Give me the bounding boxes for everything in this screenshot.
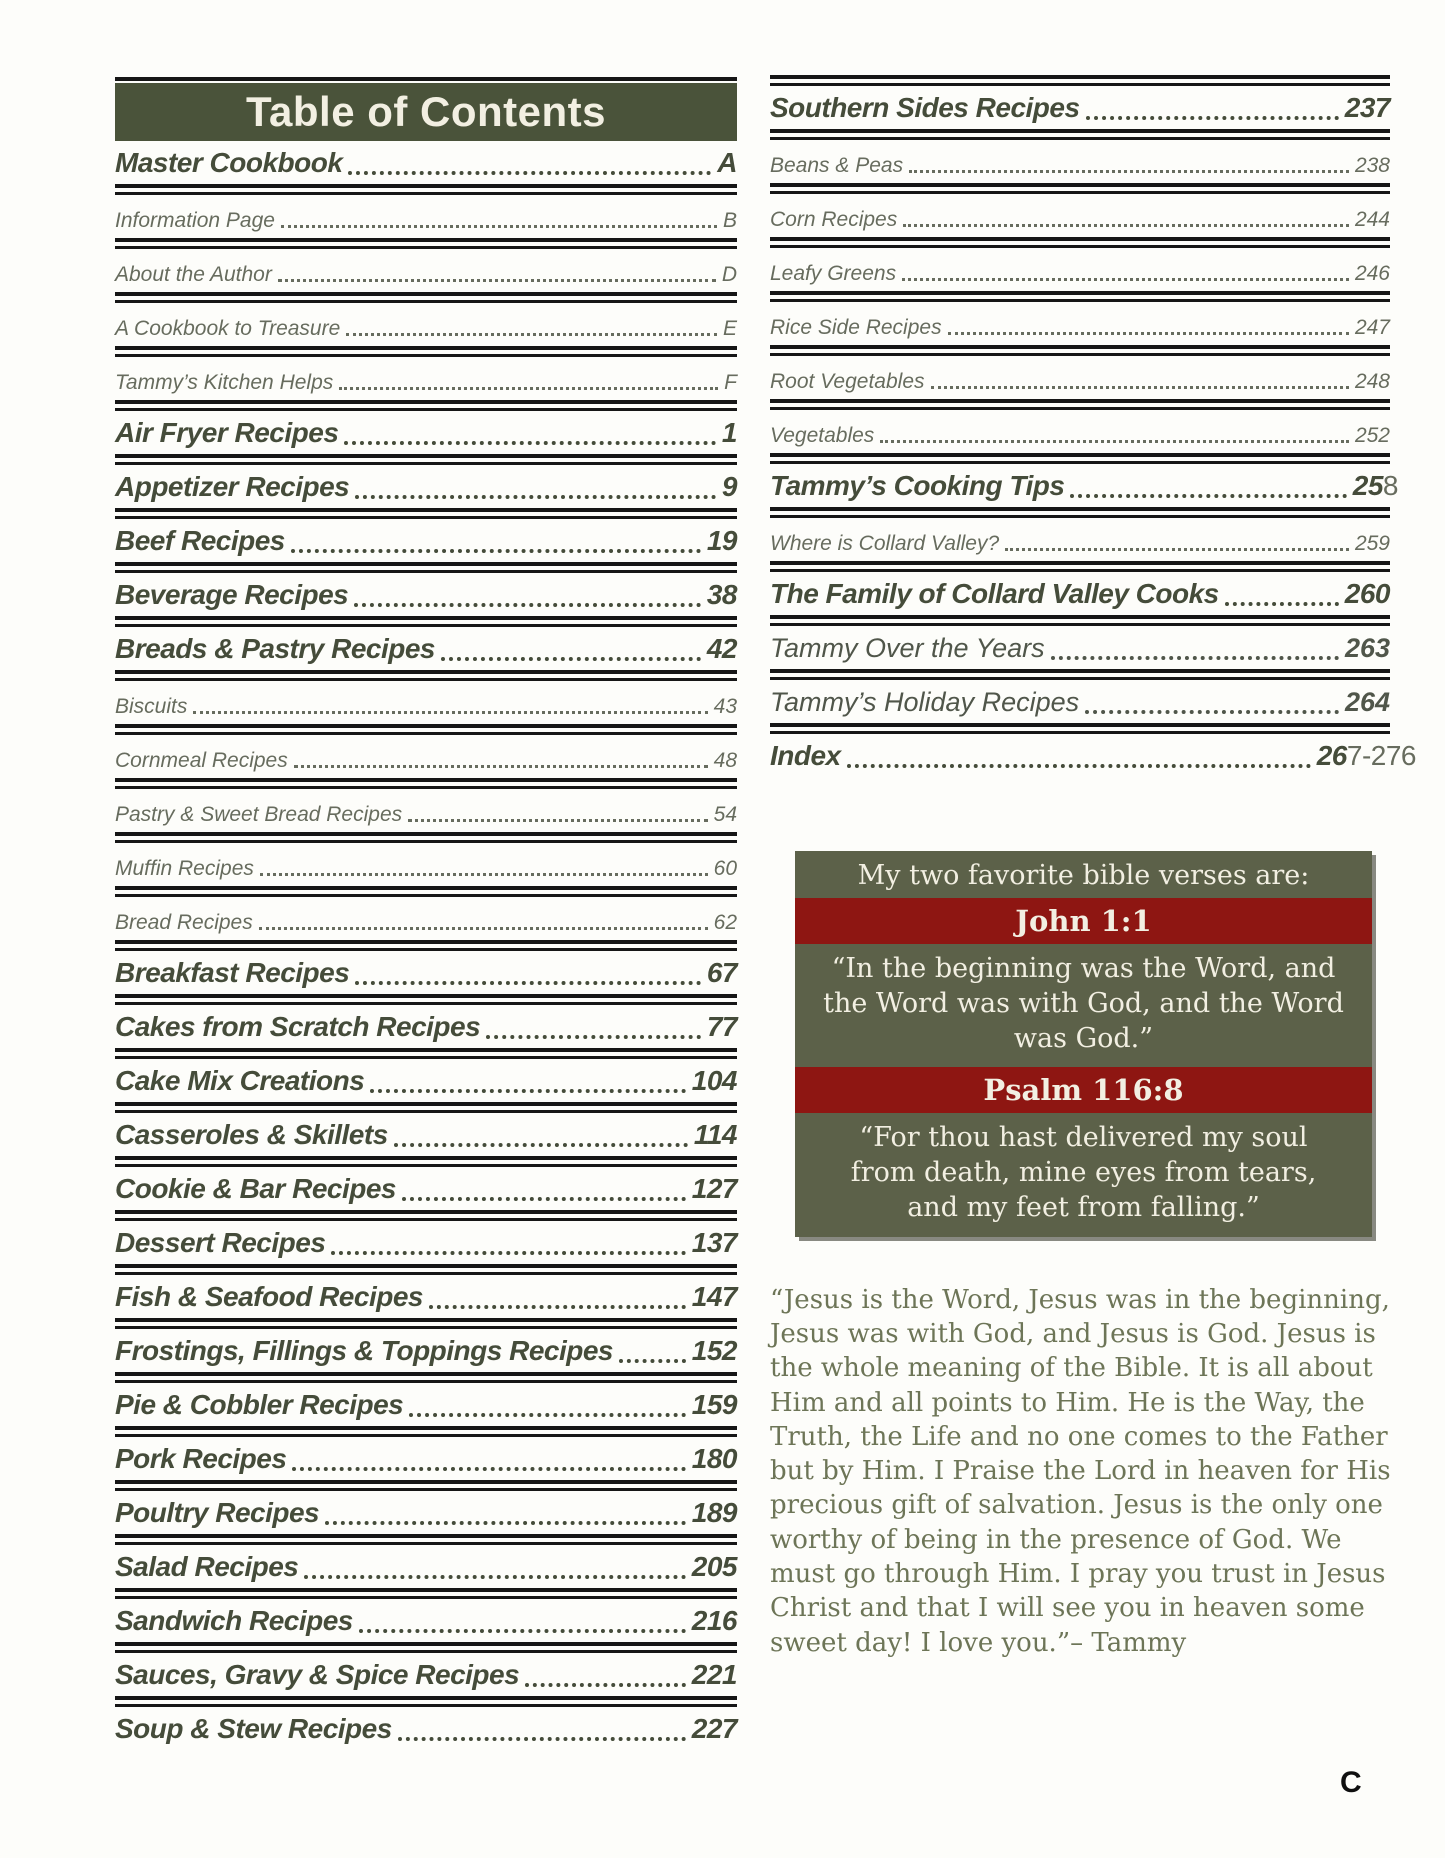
toc-entry [770, 626, 1390, 669]
entry-label: The Family of Collard Valley Cooks [770, 578, 1219, 609]
entry-page: 147 [691, 1281, 737, 1312]
toc-entry [115, 735, 737, 778]
entry-label: Frostings, Fillings & Toppings Recipes [115, 1335, 614, 1366]
double-rule [115, 778, 737, 789]
toc-entry [115, 303, 737, 346]
toc-entry [770, 464, 1398, 507]
entry-page: 264 [1344, 687, 1390, 717]
entry-label: Leafy Greens [770, 262, 897, 285]
entry-page: 137 [691, 1227, 737, 1258]
dot-leader [294, 765, 708, 768]
double-rule [115, 940, 737, 951]
entry-label: Tammy Over the Years [770, 633, 1045, 663]
verse-box-heading: My two favorite bible verses are: [857, 860, 1310, 891]
entry-label: Corn Recipes [770, 208, 898, 231]
entry-page: 67 [706, 957, 737, 988]
double-rule [115, 1534, 737, 1545]
double-rule [115, 1264, 737, 1275]
entry-label: Tammy’s Holiday Recipes [770, 687, 1080, 717]
toc-entry [115, 465, 737, 508]
entry-label: Pastry & Sweet Bread Recipes [115, 803, 403, 826]
double-rule [115, 832, 737, 843]
dot-leader [441, 657, 701, 661]
entry-label: Southern Sides Recipes [770, 92, 1080, 123]
dot-leader [339, 387, 718, 390]
toc-entry [115, 1059, 737, 1102]
double-rule [770, 561, 1390, 572]
entry-page: E [722, 317, 737, 340]
toc-entry [770, 140, 1390, 183]
dot-leader [260, 873, 708, 876]
entry-label: Breakfast Recipes [115, 957, 350, 988]
entry-label: Poultry Recipes [115, 1497, 320, 1528]
double-rule [115, 1156, 737, 1167]
toc-entry [115, 519, 737, 562]
double-rule [115, 1048, 737, 1059]
toc-entry [770, 680, 1390, 723]
entry-page: 1 [721, 417, 737, 448]
entry-page: 43 [713, 695, 737, 718]
entry-label: Fish & Seafood Recipes [115, 1281, 423, 1312]
entry-page: 247 [1354, 316, 1390, 339]
dot-leader [354, 603, 701, 607]
dot-leader [325, 1521, 686, 1525]
toc-entry [115, 195, 737, 238]
toc-entry [115, 1113, 737, 1156]
entry-page: 238 [1354, 154, 1390, 177]
toc-entry [115, 1545, 737, 1588]
entry-page: 189 [691, 1497, 737, 1528]
dot-leader [346, 333, 717, 336]
entry-page: 216 [691, 1605, 737, 1636]
dot-leader [291, 549, 701, 553]
entry-page: 54 [713, 803, 737, 826]
double-rule [115, 886, 737, 897]
entry-label: Salad Recipes [115, 1551, 299, 1582]
double-rule [115, 400, 737, 411]
entry-page: F [724, 371, 737, 394]
entry-label: Pie & Cobbler Recipes [115, 1389, 404, 1420]
double-rule [115, 994, 737, 1005]
double-rule [770, 291, 1390, 302]
entry-label: Cake Mix Creations [115, 1065, 365, 1096]
dot-leader [619, 1359, 686, 1363]
entry-label: Cookie & Bar Recipes [115, 1173, 396, 1204]
toc-entry [770, 248, 1390, 291]
dot-leader [359, 1629, 686, 1633]
entry-label: Muffin Recipes [115, 857, 254, 880]
page-title: Table of Contents [115, 83, 737, 141]
double-rule [115, 292, 737, 303]
dot-leader [948, 332, 1349, 335]
dot-leader [193, 711, 707, 714]
dot-leader [1085, 710, 1339, 714]
entry-page-suffix: 8 [1382, 470, 1398, 501]
double-rule [115, 1588, 737, 1599]
entry-page: 205 [691, 1551, 737, 1582]
right-entries [770, 75, 1416, 777]
entry-label: Pork Recipes [115, 1443, 287, 1474]
entry-label: A Cookbook to Treasure [115, 317, 341, 340]
toc-entry [115, 789, 737, 832]
double-rule [115, 1102, 737, 1113]
entry-label: Tammy’s Cooking Tips [770, 470, 1065, 501]
toc-entry [115, 357, 737, 400]
dot-leader [292, 1467, 685, 1471]
dot-leader [525, 1683, 686, 1687]
entry-page: A [717, 147, 737, 178]
toc-entry [115, 1329, 737, 1372]
toc-entry [770, 518, 1390, 561]
entry-page: 252 [1354, 424, 1390, 447]
toc-entry [115, 681, 737, 724]
toc-entry [115, 951, 737, 994]
double-rule [115, 616, 737, 627]
double-rule [115, 1210, 737, 1221]
toc-entry [770, 356, 1390, 399]
entry-page: 258 [1352, 470, 1398, 501]
entry-label: Sandwich Recipes [115, 1605, 353, 1636]
entry-page: 127 [691, 1173, 737, 1204]
double-rule [115, 1642, 737, 1653]
double-rule [770, 237, 1390, 248]
entry-page: 263 [1344, 633, 1390, 663]
entry-page: 48 [713, 749, 737, 772]
double-rule [115, 1318, 737, 1329]
entry-page: 259 [1354, 532, 1390, 555]
toc-entry [115, 1167, 737, 1210]
entry-page: 42 [706, 633, 737, 664]
entry-page: 260 [1344, 578, 1390, 609]
entry-label: About the Author [115, 263, 272, 286]
dot-leader [304, 1575, 685, 1579]
toc-entry [115, 897, 737, 940]
entry-label: Appetizer Recipes [115, 471, 350, 502]
entry-label: Root Vegetables [770, 370, 925, 393]
double-rule [115, 1696, 737, 1707]
double-rule [115, 238, 737, 249]
toc-entry [115, 843, 737, 886]
entry-page: 60 [713, 857, 737, 880]
entry-label: Breads & Pastry Recipes [115, 633, 436, 664]
toc-entry [770, 194, 1390, 237]
entry-page: 19 [706, 525, 737, 556]
entry-page: 180 [691, 1443, 737, 1474]
right-column [770, 75, 1416, 1660]
entry-label: Sauces, Gravy & Spice Recipes [115, 1659, 520, 1690]
dot-leader [259, 927, 708, 930]
dot-leader [1051, 656, 1339, 660]
double-rule [770, 399, 1390, 410]
verse-list [795, 898, 1372, 1237]
dot-leader [1225, 602, 1339, 606]
entry-label: Vegetables [770, 424, 875, 447]
double-rule [115, 1480, 737, 1491]
dot-leader [344, 441, 716, 445]
entry-label: Rice Side Recipes [770, 316, 942, 339]
dot-leader [408, 819, 708, 822]
toc-entry [115, 1383, 737, 1426]
double-rule [770, 453, 1390, 464]
entry-page: 104 [691, 1065, 737, 1096]
toc-entry [115, 627, 737, 670]
bible-verse-box [795, 851, 1372, 1237]
entry-page: 246 [1354, 262, 1390, 285]
entry-page: 38 [706, 579, 737, 610]
entry-page: 248 [1354, 370, 1390, 393]
toc-entry [115, 1599, 737, 1642]
toc-entry [770, 410, 1390, 453]
entry-label: Soup & Stew Recipes [115, 1713, 392, 1744]
verse-text: “For thou hast delivered my soul from death, mine eyes from tears, and my feet from falling.” [850, 1122, 1317, 1224]
dot-leader [348, 171, 711, 175]
dot-leader [370, 1089, 685, 1093]
dot-leader [486, 1035, 701, 1039]
entry-label: Beans & Peas [770, 154, 904, 177]
dot-leader [355, 495, 716, 499]
entry-label: Master Cookbook [115, 147, 343, 178]
entry-page: 237 [1344, 92, 1390, 123]
double-rule [115, 346, 737, 357]
double-rule [770, 183, 1390, 194]
entry-label: Tammy’s Kitchen Helps [115, 371, 334, 394]
toc-entry [770, 572, 1390, 615]
entry-label: Biscuits [115, 695, 188, 718]
page-letter: C [1340, 1766, 1362, 1799]
dot-leader [394, 1143, 688, 1147]
toc-entry [115, 411, 737, 454]
toc-entry [115, 1275, 737, 1318]
entry-page: 77 [706, 1011, 737, 1042]
toc-entry [115, 1491, 737, 1534]
entry-label: Where is Collard Valley? [770, 532, 1000, 555]
double-rule [115, 670, 737, 681]
entry-label: Index [770, 740, 841, 771]
entry-label: Casseroles & Skillets [115, 1119, 388, 1150]
verse-text: “In the beginning was the Word, and the Word was with God, and the Word was God.” [823, 953, 1344, 1055]
dot-leader [429, 1305, 686, 1309]
dot-leader [931, 386, 1349, 389]
dot-leader [355, 981, 701, 985]
double-rule [770, 345, 1390, 356]
entry-page: 62 [713, 911, 737, 934]
dot-leader [402, 1197, 686, 1201]
toc-entry [770, 86, 1390, 129]
double-rule [115, 724, 737, 735]
dot-leader [847, 764, 1311, 768]
double-rule [770, 129, 1390, 140]
double-rule [770, 723, 1390, 734]
double-rule [770, 75, 1390, 86]
dot-leader [278, 279, 716, 282]
toc-entry [115, 249, 737, 292]
entry-label: Air Fryer Recipes [115, 417, 339, 448]
testimony-paragraph: “Jesus is the Word, Jesus was in the beginning, Jesus was with God, and Jesus is God. Jesus is the whole meaning of the Bible. It is all about Him and all points to Him. He is the Way, the Truth, the Life and no one comes to the Father but by Him. I Praise the Lord in heaven for His precious gift of salvation. Jesus is the only one worthy of being in the presence of God. We must go through Him. I pray you trust in Jesus Christ and that I will see you in heaven some sweet day! I love you.”– Tammy [770, 1284, 1391, 1658]
toc-entry [115, 1707, 737, 1750]
dot-leader [909, 170, 1349, 173]
left-column [115, 77, 737, 1750]
entry-page: 152 [691, 1335, 737, 1366]
entry-label: Beverage Recipes [115, 579, 349, 610]
entry-label: Bread Recipes [115, 911, 253, 934]
left-entries [115, 141, 737, 1750]
toc-entry [115, 1221, 737, 1264]
toc-entry [115, 1437, 737, 1480]
toc-entry [115, 141, 737, 184]
entry-page-suffix: 7-276 [1346, 740, 1416, 771]
entry-label: Cakes from Scratch Recipes [115, 1011, 481, 1042]
double-rule [115, 454, 737, 465]
toc-entry [770, 302, 1390, 345]
dot-leader [1005, 548, 1349, 551]
toc-entry [770, 734, 1416, 777]
double-rule [115, 1426, 737, 1437]
double-rule [770, 507, 1390, 518]
entry-page: 114 [693, 1119, 737, 1150]
dot-leader [281, 225, 717, 228]
dot-leader [409, 1413, 686, 1417]
verse-reference: John 1:1 [795, 898, 1372, 944]
top-divider [115, 77, 737, 81]
entry-label: Cornmeal Recipes [115, 749, 288, 772]
double-rule [115, 1372, 737, 1383]
entry-page: 221 [691, 1659, 737, 1690]
dot-leader [1070, 494, 1346, 498]
toc-entry [115, 573, 737, 616]
entry-label: Information Page [115, 209, 275, 232]
dot-leader [331, 1251, 685, 1255]
entry-page: 159 [691, 1389, 737, 1420]
toc-entry [115, 1005, 737, 1048]
double-rule [770, 615, 1390, 626]
entry-page: 244 [1354, 208, 1390, 231]
double-rule [770, 669, 1390, 680]
entry-label: Dessert Recipes [115, 1227, 326, 1258]
double-rule [115, 562, 737, 573]
entry-page: 267-276 [1316, 740, 1416, 771]
dot-leader [880, 440, 1349, 443]
entry-label: Beef Recipes [115, 525, 285, 556]
dot-leader [902, 278, 1349, 281]
verse-reference: Psalm 116:8 [795, 1067, 1372, 1113]
double-rule [115, 184, 737, 195]
dot-leader [398, 1737, 686, 1741]
dot-leader [1086, 116, 1339, 120]
entry-page: D [721, 263, 737, 286]
entry-page: 227 [691, 1713, 737, 1744]
double-rule [115, 508, 737, 519]
toc-entry [115, 1653, 737, 1696]
entry-page: B [722, 209, 737, 232]
dot-leader [903, 224, 1349, 227]
entry-page: 9 [721, 471, 737, 502]
